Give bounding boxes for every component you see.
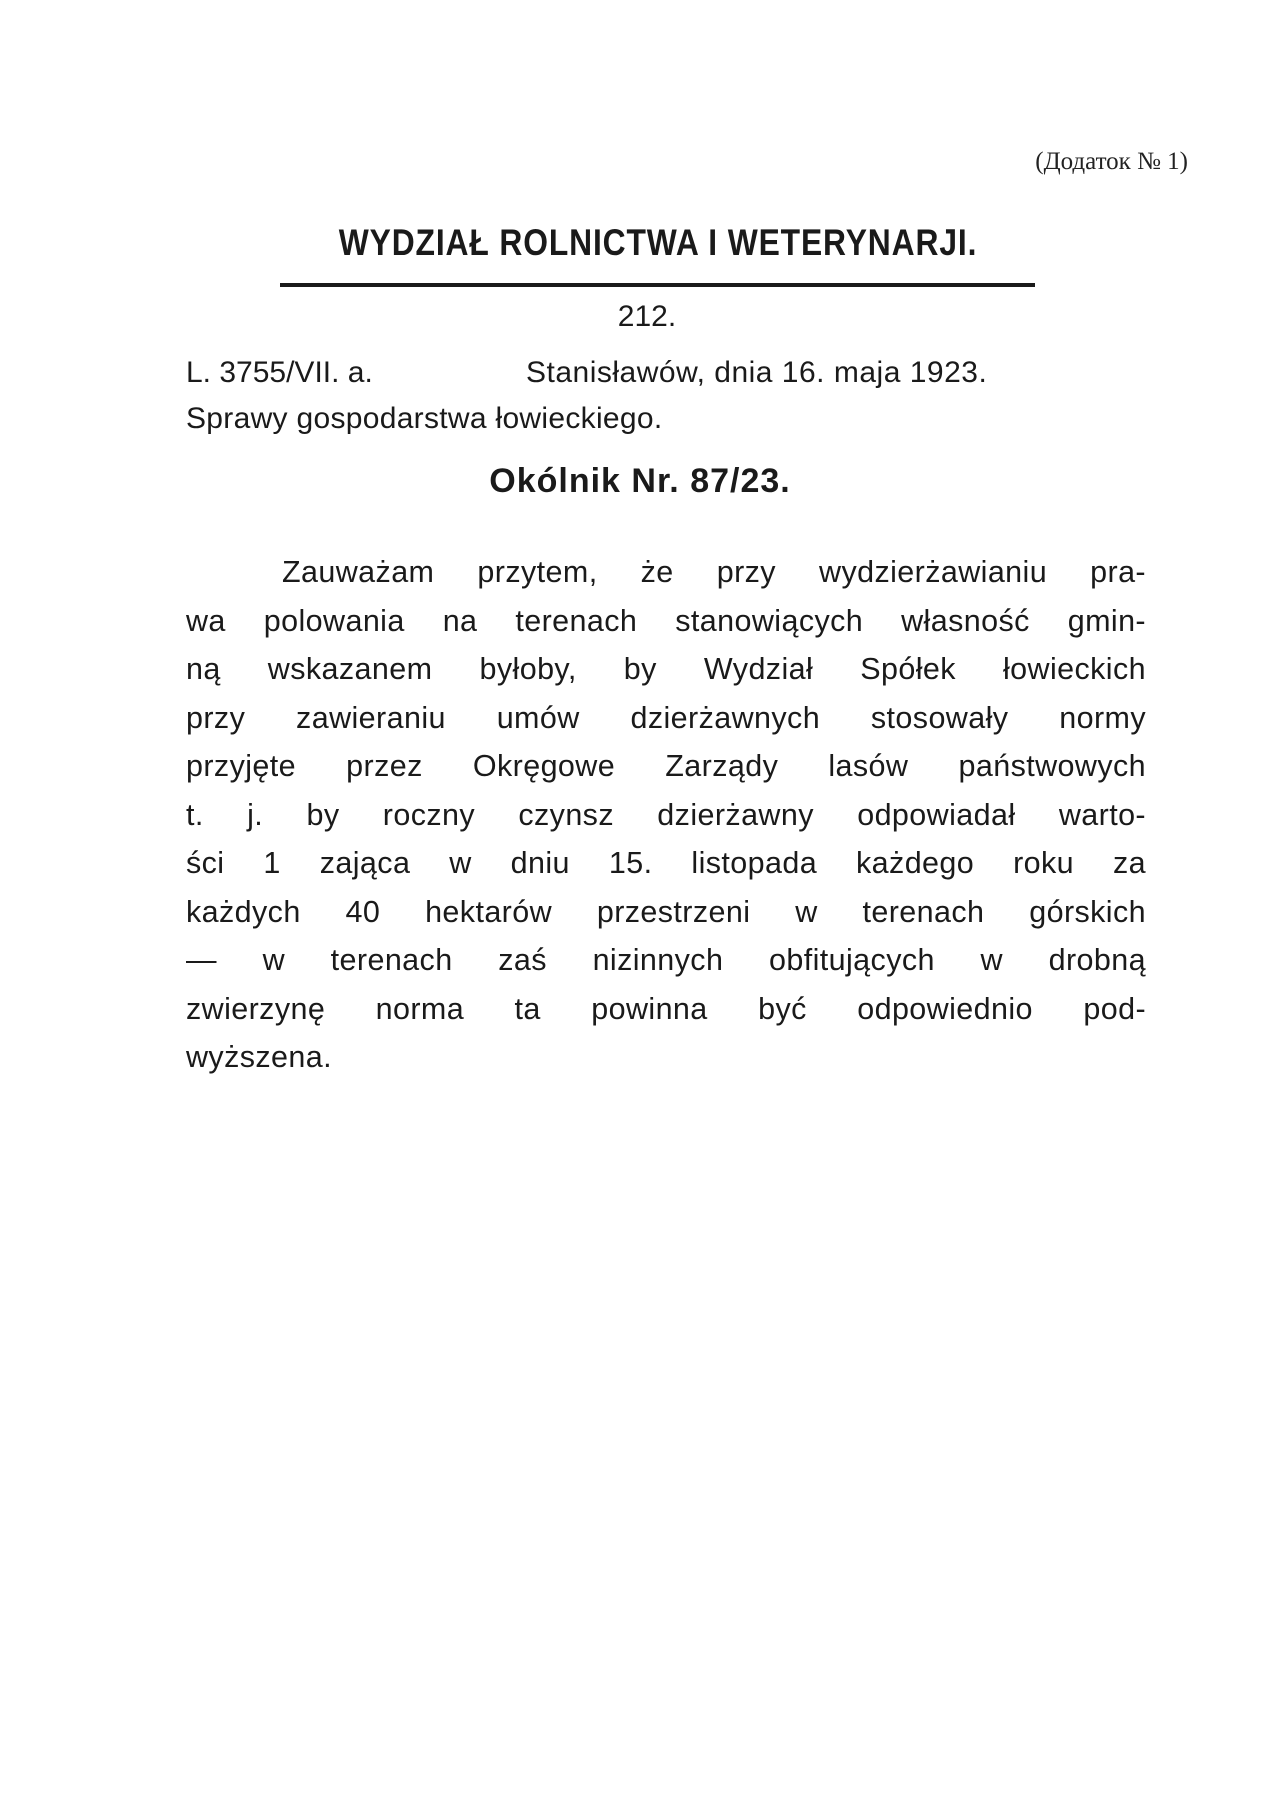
body-line: Zauważam przytem, że przy wydzierżawianiu pra- <box>282 555 1146 589</box>
place-date: Stanisławów, dnia 16. maja 1923. <box>526 356 988 389</box>
body-line: każdych 40 hektarów przestrzeni w terenach górskich <box>186 894 1146 929</box>
body-line: t. j. by roczny czynsz dzierżawny odpowiadał warto- <box>186 797 1146 832</box>
body-line: przyjęte przez Okręgowe Zarządy lasów państwowych <box>186 749 1146 783</box>
body-paragraph <box>186 548 1146 1082</box>
addendum-label: (Додаток № 1) <box>1035 148 1188 175</box>
circular-title: Okólnik Nr. 87/23. <box>489 462 791 500</box>
body-line: — w terenach zaś nizinnych obfitujących w drobną <box>186 943 1146 977</box>
document-number: 212. <box>617 300 677 333</box>
body-line: ści 1 zająca w dniu 15. listopada każdego roku za <box>186 846 1146 880</box>
department-title: WYDZIAŁ ROLNICTWA I WETERYNARJI. <box>338 222 978 263</box>
body-line: zwierzynę norma ta powinna być odpowiednio pod- <box>186 991 1146 1026</box>
body-line: wa polowania na terenach stanowiących własność gmin- <box>186 603 1146 638</box>
reference-number: L. 3755/VII. a. <box>186 356 373 389</box>
subject-line: Sprawy gospodarstwa łowieckiego. <box>186 402 663 435</box>
body-line: ną wskazanem byłoby, by Wydział Spółek łowieckich <box>186 652 1146 686</box>
body-line: wyższena. <box>186 1040 332 1074</box>
title-underline <box>280 283 1035 287</box>
body-line: przy zawieraniu umów dzierżawnych stosowały normy <box>186 700 1146 735</box>
